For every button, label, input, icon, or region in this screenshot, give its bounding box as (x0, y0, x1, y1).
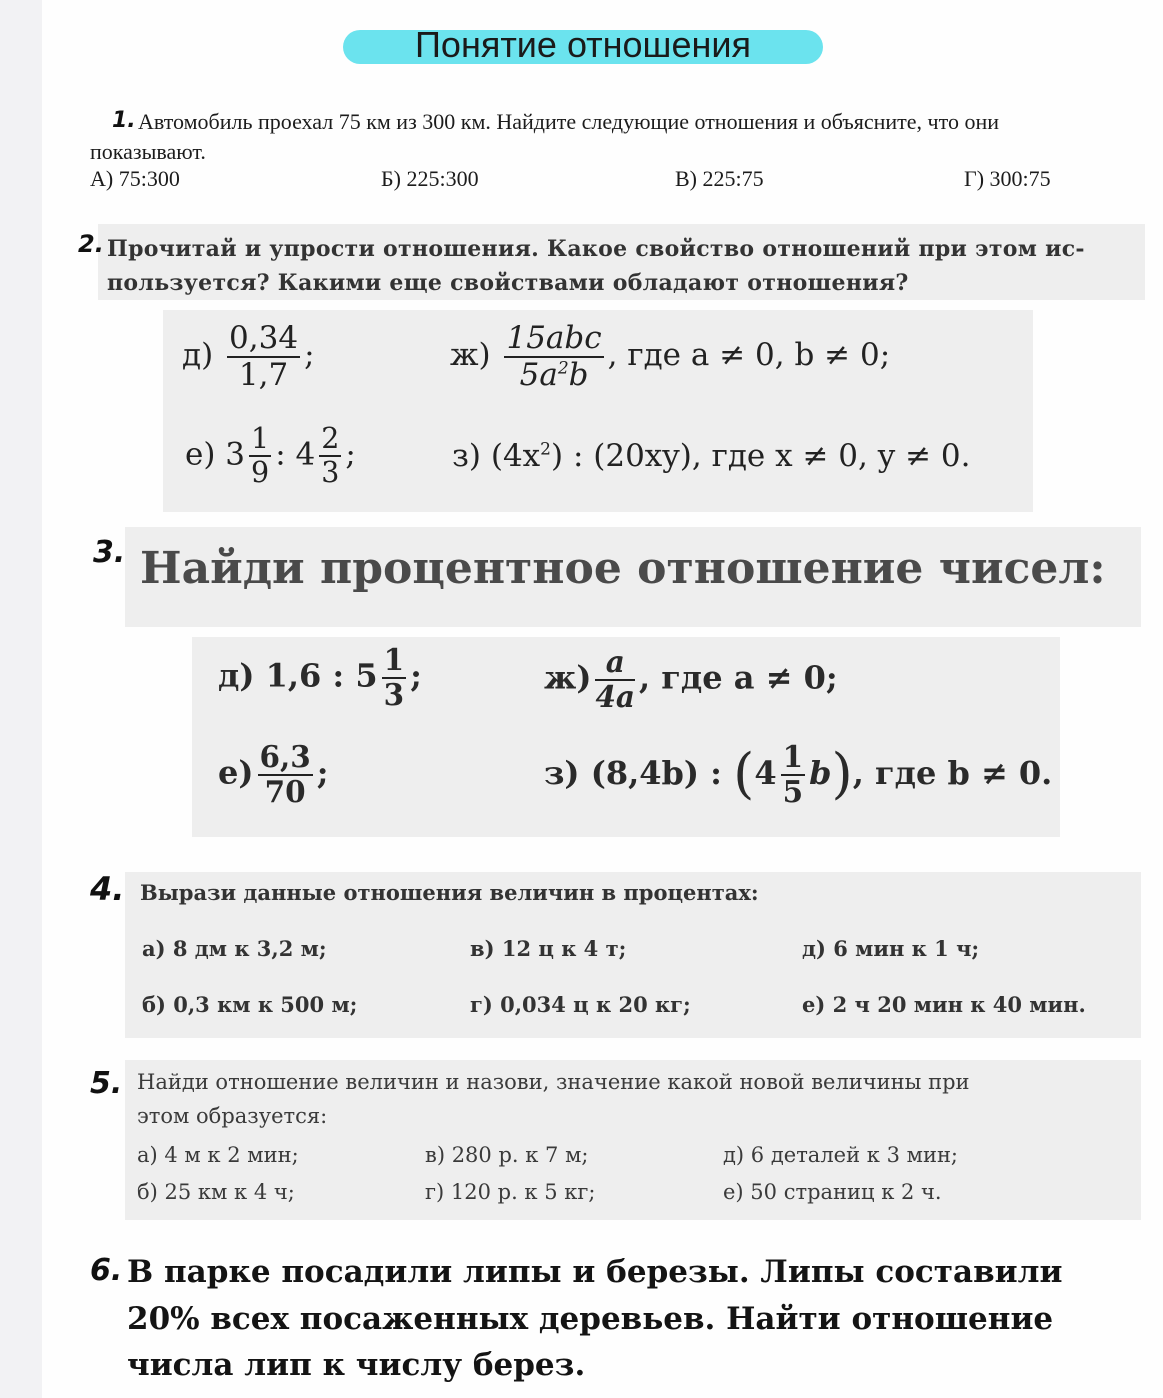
task3-d-fraction (382, 642, 406, 712)
task3-d-den: 3 (383, 676, 405, 712)
task1-option-g: Г) 300:75 (964, 166, 1051, 191)
task3-d-num: 1 (383, 642, 405, 677)
task5-text-line1: Найди отношение величин и назови, значение какой новой величины при (137, 1070, 970, 1094)
task1-option-b: Б) 225:300 (381, 166, 479, 191)
task4-item-g: г) 0,034 ц к 20 кг; (470, 992, 691, 1017)
task4-item-b: б) 0,3 км к 500 м; (142, 992, 358, 1017)
task2-d-label: д) (182, 337, 214, 374)
task3-zh-fraction (595, 644, 636, 714)
task2-zh-den-base: 5a (519, 356, 558, 393)
task2-zh-den-exp: 2 (557, 358, 569, 379)
task3-zh-num: a (595, 647, 635, 681)
task3-z-den: 5 (782, 774, 804, 810)
task2-d-num: 0,34 (229, 320, 299, 356)
task3-item-z (544, 739, 1053, 810)
task1-option-v: В) 225:75 (675, 166, 764, 191)
task3-e-label: е) (218, 753, 254, 792)
task5-item-e: е) 50 страниц к 2 ч. (723, 1180, 942, 1204)
task3-item-d (218, 642, 422, 712)
task3-e-num: 6,3 (259, 739, 311, 774)
task2-e-fraction1 (249, 424, 271, 488)
task3-heading: Найди процентное отношение чисел: (140, 543, 1106, 594)
task4-item-d: д) 6 мин к 1 ч; (802, 936, 980, 961)
task3-z-num: 1 (782, 739, 804, 775)
task1-text-line2: показывают. (90, 139, 206, 164)
task2-d-den: 1,7 (238, 356, 289, 393)
task2-e-den2: 3 (321, 455, 340, 489)
task3-e-tail: ; (316, 753, 329, 792)
task3-z-int: 4 (754, 753, 777, 792)
task5-item-a: а) 4 м к 2 мин; (137, 1143, 299, 1167)
task2-item-d (182, 322, 315, 391)
task4-item-a: а) 8 дм к 3,2 м; (142, 936, 327, 961)
task3-zh-label: ж) (544, 658, 592, 697)
task2-e-label: е) 3 (185, 436, 246, 473)
task2-e-num2: 2 (321, 422, 340, 455)
task2-e-num1: 1 (251, 422, 270, 455)
task5-number: 5. (90, 1066, 123, 1101)
task2-zh-den-tail: b (568, 356, 589, 393)
task2-z-exp: 2 (540, 439, 551, 460)
task5-item-v: в) 280 р. к 7 м; (425, 1143, 589, 1167)
task2-e-mid: : 4 (275, 436, 316, 473)
task2-text-line2: пользуется? Какими еще свойствами обладают отношения? (107, 270, 909, 296)
task6-line2: 20% всех посаженных деревьев. Найти отношение (127, 1301, 1054, 1337)
task6-line1: В парке посадили липы и березы. Липы составили (127, 1254, 1063, 1290)
task3-item-e (218, 739, 329, 809)
task2-item-zh (450, 322, 890, 391)
task2-text-line1: Прочитай и упрости отношения. Какое свойство отношений при этом ис- (107, 236, 1085, 262)
task1-number: 1. (112, 108, 136, 133)
task4-item-e: е) 2 ч 20 мин к 40 мин. (802, 992, 1086, 1017)
task3-item-zh (544, 644, 838, 714)
task2-zh-tail: , где a ≠ 0, b ≠ 0; (607, 337, 891, 374)
task2-e-den1: 9 (251, 455, 270, 489)
task2-e-tail: ; (345, 436, 356, 473)
task2-item-e (185, 424, 356, 488)
task3-d-tail: ; (410, 656, 422, 695)
task3-e-fraction (258, 739, 313, 809)
task3-zh-tail: , где a ≠ 0; (639, 658, 838, 697)
task2-d-fraction (227, 322, 300, 391)
task4-item-v: в) 12 ц к 4 т; (470, 936, 627, 961)
task3-z-open-paren: ( (733, 742, 755, 805)
task2-number: 2. (78, 230, 104, 258)
task3-z-fraction (781, 739, 805, 810)
task3-number: 3. (93, 535, 126, 570)
task3-z-var: b (809, 753, 832, 792)
task2-e-fraction2 (319, 424, 341, 488)
task2-z-tail: ) : (20xy), где x ≠ 0, y ≠ 0. (551, 438, 971, 474)
task1-option-a: А) 75:300 (90, 166, 180, 191)
page-title: Понятие отношения (415, 24, 751, 65)
task5-text-line2: этом образуется: (137, 1104, 328, 1128)
task3-z-tail: , где b ≠ 0. (852, 753, 1053, 792)
task3-z-close-paren: ) (831, 742, 853, 805)
task5-item-b: б) 25 км к 4 ч; (137, 1180, 295, 1204)
task2-item-z (452, 438, 970, 474)
task1-text-line1: Автомобиль проехал 75 км из 300 км. Найдите следующие отношения и объясните, что они (138, 109, 999, 134)
task3-z-label: з) (8,4b) : (544, 753, 722, 792)
task5-item-g: г) 120 р. к 5 кг; (425, 1180, 596, 1204)
task3-zh-den: 4a (595, 678, 636, 714)
task3-d-label: д) 1,6 : 5 (218, 656, 378, 695)
task6-number: 6. (90, 1253, 123, 1288)
task2-zh-num: 15abc (506, 320, 602, 356)
task6-line3: числа лип к числу берез. (127, 1347, 586, 1383)
task2-z-label: з) (4x (452, 438, 541, 474)
task2-zh-label: ж) (450, 337, 491, 374)
task2-zh-fraction (504, 322, 603, 391)
task2-d-tail: ; (304, 337, 315, 374)
task4-number: 4. (90, 870, 125, 908)
task5-item-d: д) 6 деталей к 3 мин; (723, 1143, 959, 1167)
task3-e-den: 70 (264, 773, 306, 809)
task4-heading: Вырази данные отношения величин в процентах: (140, 880, 759, 905)
